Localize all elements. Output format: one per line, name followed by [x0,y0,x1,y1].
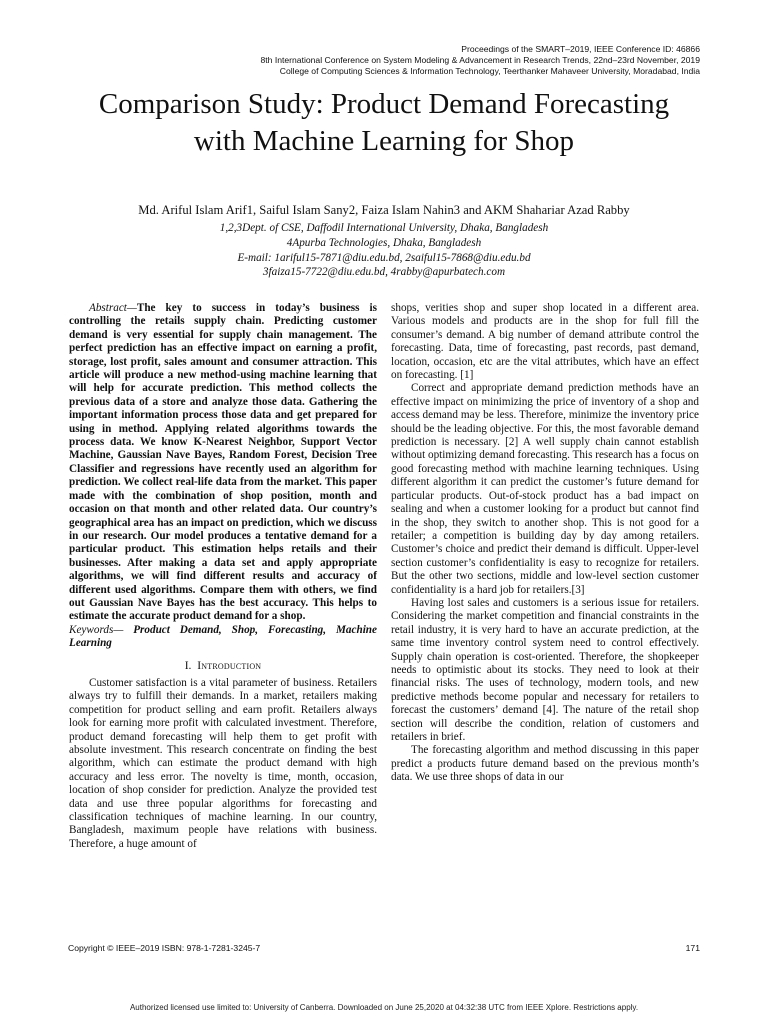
body-paragraph-3: Having lost sales and customers is a serious issue for retailers. Considering the market competition and financial constraints in the retail industry, it is very hard to have an accurate prediction, at the same time inventory control system need to control effectively. Supply chain operation is cost-oriented. Therefore, the shopkeeper needs to optimistic about its stocks. They need to look at their financial risks. The uses of technology, modern tools, and new predictive methods become popular and necessary for retailers to forecast the customers’ demand [4]. The nature of the retail shop section will describe the condition, relation of customers and retailers in brief. [391,596,699,743]
author-list: Md. Ariful Islam Arif1, Saiful Islam Sany2, Faiza Islam Nahin3 and AKM Shahariar Azad Rabby [138,203,630,217]
title-line-1: Comparison Study: Product Demand Forecasting [98,88,670,120]
affiliations [40,221,728,280]
paper-title [40,86,728,160]
affiliation-2: 4Apurba Technologies, Dhaka, Bangladesh [286,236,482,249]
right-column [391,302,699,785]
intro-paragraph-1: Customer satisfaction is a vital parameter of business. Retailers always try to fulfill their demands. In a market, retailers making competition for product selling and earn profit. Retailers always look for earning more profit with calculated investment. Therefore, product demand forecasting will help them to get profit with absolute investment. This research concentrate on finding the best algorithm, which can estimate the product demand with high accuracy and less error. The novelty is time, month, occasion, location of shop consider for prediction. Analyze the provided test data and use three popular algorithms for forecasting and classification techniques of machine learning. In our country, Bangladesh, maximum people have relations with business. Therefore, a huge amount of [69,676,377,850]
keywords-label: Keywords— [69,623,124,636]
authorization-notice: Authorized licensed use limited to: University of Canberra. Downloaded on June 25,2020 at 04:32:38 UTC from IEEE Xplore. Restrictions apply. [129,1003,639,1012]
abstract [69,302,377,624]
keywords [69,624,377,651]
email-line-2: 3faiza15-7722@diu.edu.bd, 4rabby@apurbatech.com [262,266,506,279]
keywords-text: Product Demand, Shop, Forecasting, Machine Learning [69,623,377,650]
page-number: 171 [685,943,700,953]
body-paragraph-2: Correct and appropriate demand prediction methods have an effective impact on minimizing the price of inventory of a shop and access demand may be less. Therefore, minimize the inventory price should be the leading objective. For this, the most favorable demand prediction is necessary. [2] A well supply chain cannot establish without optimizing demand forecasting. This research has a focus on good forecasting method with machine learning techniques. Using different algorithm it can predict the customer’s future demand for particular products. Out-of-stock product has a bad impact on sealing and when a customer looking for a product but cannot find in the shop, they switch to another shop. This is not good for a retailer; a competition is building day by day among retailers. Customer’s choice and predict their demand is difficult. Upper-level section customer’s confidentiality is easy to recognize for retailers. But the other two sections, middle and low-level section customer confidentiality is a hard job for retailers.[3] [391,382,699,596]
section-number: I. [184,658,192,672]
conference-line-1: Proceedings of the SMART–2019, IEEE Conference ID: 46866 [461,44,700,54]
section-title: Introduction [197,658,262,672]
conference-line-2: 8th International Conference on System Modeling & Advancement in Research Trends, 22nd–23rd November, 2019 [260,55,700,65]
body-paragraph-4: The forecasting algorithm and method discussing in this paper predict a products future demand based on the previous month’s data. We use three shops of data in our [391,744,699,784]
email-line-1: E-mail: 1ariful15-7871@diu.edu.bd, 2saiful15-7868@diu.edu.bd [237,251,531,264]
section-heading [69,659,377,672]
body-paragraph-1: shops, verities shop and super shop located in a different area. Various models and products are in the shop for full fill the consumer’s demand. A big number of demand attribute control the forecasting. Data, time of forecasting, past records, past demand, location, occasion, etc are the vital attributes, which have an effect on forecasting. [1] [391,302,699,382]
conference-line-3: College of Computing Sciences & Information Technology, Teerthanker Mahaveer University, Moradabad, India [279,66,700,76]
abstract-text: The key to success in today’s business is controlling the retails supply chain. Predicting customer demand is very essential for supply chain management. The perfect prediction has an effective impact on earning a profit, storage, lost profit, sales amount and consumer attraction. This article will produce a new method-using machine learning that will help for accurate prediction. This method collects the previous data of a store and analyze those data. Gathering the important information process those data and get prepared for using in method. Applying related algorithms towards the process data. We know K-Nearest Neighbor, Support Vector Machine, Gaussian Nave Bayes, Random Forest, Decision Tree Classifier and regressions have recently used an algorithm for prediction. We collect real-life data from the market. This paper made with the combination of shop position, month and occasion on that month and other related data. Our country’s geographical area has an impact on prediction, which we discuss in our research. Our model produces a tentative demand for a particular product. This estimation helps retails and their businesses. After making a data set and apply appropriate algorithms, we will find different results and accuracy of different used algorithms. Compare them with others, we find out Gaussian Nave Bayes has the best accuracy. This helps to estimate the accurate product demand for a shop. [69,302,377,623]
affiliation-1: 1,2,3Dept. of CSE, Daffodil International University, Dhaka, Bangladesh [219,222,549,234]
abstract-label: Abstract— [89,302,137,314]
copyright-footer: Copyright © IEEE–2019 ISBN: 978-1-7281-3245-7 [68,943,261,953]
conference-header [260,44,700,77]
title-line-2: with Machine Learning for Shop [193,125,575,157]
left-column [69,302,377,851]
